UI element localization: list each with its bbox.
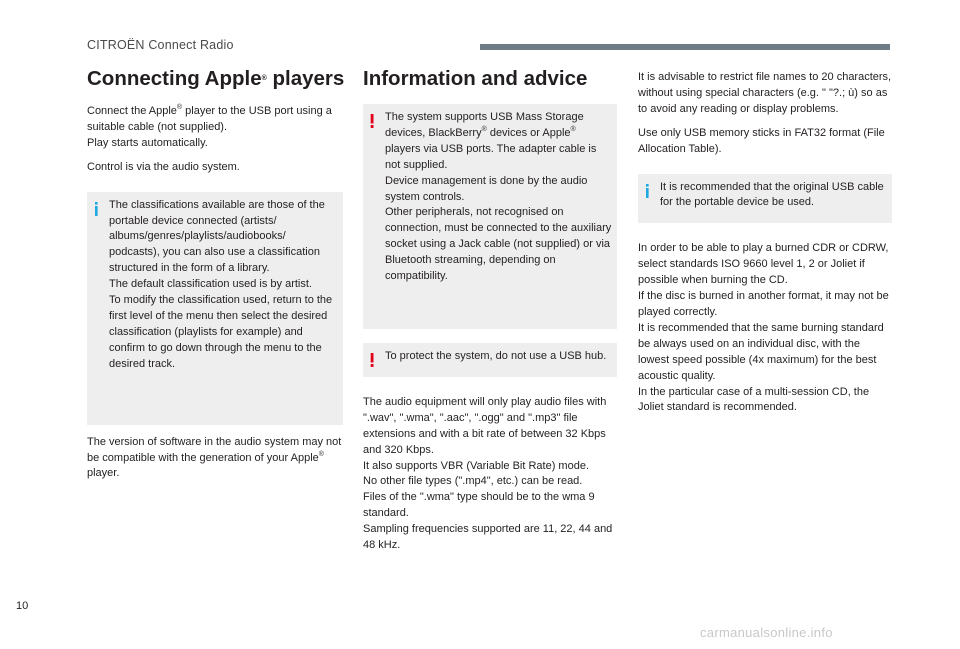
page-number: 10	[16, 600, 29, 612]
info-line: The classifications available are those of the portable device connected (artists/ albums/genres/playlists/audiobooks/ podcasts), you can also use a classification structured in the form of a library.	[109, 198, 325, 275]
watermark: carmanualsonline.info	[700, 625, 833, 640]
header-title: CITROËN Connect Radio	[87, 38, 234, 52]
middle-column	[363, 66, 617, 554]
paragraph-control: Control is via the audio system.	[87, 160, 240, 173]
warning-box-usb-devices	[363, 104, 617, 329]
paragraph-audio-files: The audio equipment will only play audio files with ".wav", ".wma", ".aac", ".ogg" and ".mp3" file extensions and with a bit rate of between 32 Kbps and 320 Kbps. It also supports VBR (Variable Bit Rate) mode. No other file types (".mp4", etc.) can be read. Files of the ".wma" type should be to the wma 9 standard. Sampling frequencies supported are 11, 22, 44 and 48 kHz.	[363, 395, 613, 552]
warning-exclamation-icon	[369, 353, 375, 367]
info-box-usb-cable	[638, 174, 892, 224]
section-heading-connecting-apple: Connecting Apple® players	[87, 67, 345, 90]
warning-exclamation-icon	[369, 114, 375, 128]
paragraph-file-names: It is advisable to restrict file names to 20 characters, without using special characters (e.g. " "?.; ù) so as to avoid any reading or display problems.	[638, 71, 892, 115]
info-box-classifications	[87, 192, 343, 425]
section-heading-information: Information and advice	[363, 67, 588, 90]
paragraph-fat32: Use only USB memory sticks in FAT32 format (File Allocation Table).	[638, 126, 885, 155]
header-bar	[480, 44, 890, 50]
paragraph-software-version: The version of software in the audio system may not be compatible with the generation of your Apple® player.	[87, 435, 342, 480]
warning-line: Other peripherals, not recognised on connection, must be connected to the auxiliary socket using a Jack cable (not supplied) or via Bluetooth streaming, depending on compatibility.	[385, 206, 612, 283]
warning-line: To protect the system, do not use a USB hub.	[385, 349, 607, 362]
right-column	[638, 70, 892, 416]
paragraph-cd-burning: In order to be able to play a burned CDR or CDRW, select standards ISO 9660 level 1, 2 or Joliet if possible when burning the CD. If the disc is burned in another format, it may not be played correctly. It is recommended that the same burning standard be always used on an individual disc, with the lowest speed possible (4x maximum) for the best acoustic quality. In the particular case of a multi-session CD, the Joliet standard is recommended.	[638, 242, 889, 414]
warning-box-usb-hub	[363, 343, 617, 377]
info-bar-icon	[644, 184, 650, 198]
paragraph-connect: Connect the Apple® player to the USB port using a suitable cable (not supplied). Play starts automatically.	[87, 104, 332, 149]
info-line: To modify the classification used, return to the first level of the menu then select the desired classification (playlists for example) and confirm to go down through the menu to the desired track.	[109, 294, 333, 370]
warning-line: The system supports USB Mass Storage devices, BlackBerry® devices or Apple® players via USB ports. The adapter cable is not supplied.	[385, 111, 597, 171]
info-line: The default classification used is by artist.	[109, 278, 312, 291]
info-line: It is recommended that the original USB cable for the portable device be used.	[660, 180, 884, 209]
warning-line: Device management is done by the audio system controls.	[385, 174, 588, 203]
info-bar-icon	[93, 202, 99, 216]
left-column	[87, 66, 343, 490]
